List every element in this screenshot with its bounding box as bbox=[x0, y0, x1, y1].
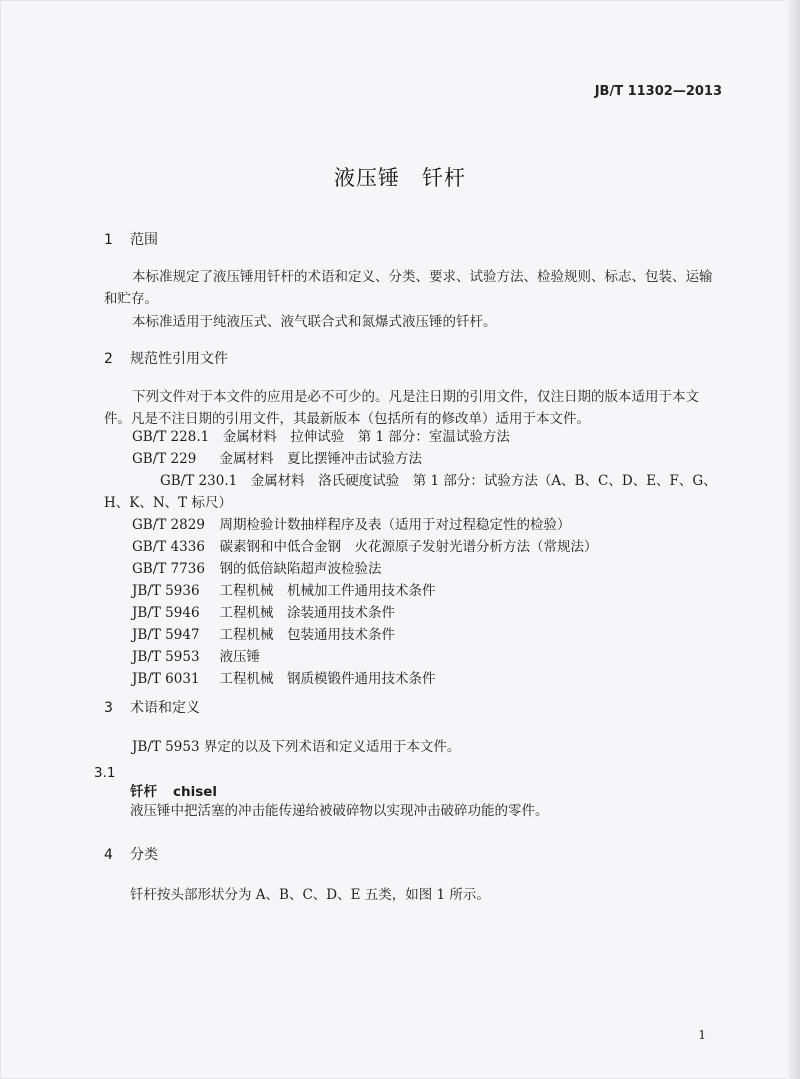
section-3-heading bbox=[104, 697, 200, 717]
reference-item bbox=[104, 602, 720, 624]
reference-title: 碳素钢和中低合金钢 火花源原子发射光谱分析方法（常规法） bbox=[219, 539, 598, 555]
document-title: 液压锤 钎杆 bbox=[334, 166, 466, 190]
standard-code: JB/T 11302—2013 bbox=[594, 84, 722, 99]
term-english: chisel bbox=[173, 784, 218, 800]
section-title: 术语和定义 bbox=[130, 700, 200, 716]
reference-code: JB/T 6031 bbox=[132, 671, 200, 687]
reference-item bbox=[104, 646, 720, 668]
section-3-paragraph-1: JB/T 5953 界定的以及下列术语和定义适用于本文件。 bbox=[132, 739, 461, 755]
reference-item bbox=[104, 448, 720, 470]
reference-code: JB/T 5946 bbox=[132, 605, 200, 621]
reference-code: GB/T 228.1 bbox=[132, 429, 210, 445]
reference-title: 工程机械 机械加工件通用技术条件 bbox=[219, 583, 436, 599]
section-4-paragraph-1: 钎杆按头部形状分为 A、B、C、D、E 五类，如图 1 所示。 bbox=[130, 887, 490, 903]
reference-title: 金属材料 拉伸试验 第 1 部分：室温试验方法 bbox=[222, 429, 510, 445]
reference-item bbox=[104, 426, 720, 448]
reference-title: 金属材料 夏比摆锤冲击试验方法 bbox=[219, 451, 422, 467]
reference-item bbox=[104, 470, 720, 514]
section-number: 2 bbox=[104, 351, 113, 367]
reference-title: 金属材料 洛氏硬度试验 第 1 部分：试验方法（A、B、C、D、E、F、G、H、K、N、T 标尺） bbox=[104, 473, 717, 511]
section-title: 范围 bbox=[130, 232, 158, 248]
reference-item bbox=[104, 580, 720, 602]
reference-code: JB/T 5953 bbox=[132, 649, 200, 665]
reference-code: GB/T 7736 bbox=[132, 561, 205, 577]
section-2-heading bbox=[104, 348, 228, 368]
reference-item bbox=[104, 624, 720, 646]
reference-code: JB/T 5936 bbox=[132, 583, 200, 599]
reference-title: 工程机械 钢质模锻件通用技术条件 bbox=[219, 671, 436, 687]
reference-item bbox=[104, 536, 720, 558]
term-definition: 液压锤中把活塞的冲击能传递给被破碎物以实现冲击破碎功能的零件。 bbox=[130, 803, 549, 819]
reference-title: 液压锤 bbox=[219, 649, 260, 665]
reference-title: 工程机械 涂装通用技术条件 bbox=[219, 605, 395, 621]
term-entry bbox=[130, 780, 217, 800]
reference-code: GB/T 2829 bbox=[132, 517, 205, 533]
section-1-heading bbox=[104, 229, 158, 249]
normative-reference-list bbox=[104, 426, 720, 690]
reference-code: GB/T 229 bbox=[132, 451, 197, 467]
reference-code: GB/T 230.1 bbox=[160, 473, 238, 489]
reference-title: 钢的低倍缺陷超声波检验法 bbox=[219, 561, 382, 577]
reference-item bbox=[104, 514, 720, 536]
section-title: 分类 bbox=[130, 847, 158, 863]
reference-item bbox=[104, 558, 720, 580]
reference-title: 工程机械 包装通用技术条件 bbox=[219, 627, 395, 643]
section-4-heading bbox=[104, 844, 158, 864]
section-1-paragraph-1: 本标准规定了液压锤用钎杆的术语和定义、分类、要求、试验方法、检验规则、标志、包装、运输和贮存。 bbox=[104, 269, 713, 307]
section-1-paragraph-2: 本标准适用于纯液压式、液气联合式和氮爆式液压锤的钎杆。 bbox=[132, 314, 497, 330]
reference-code: GB/T 4336 bbox=[132, 539, 205, 555]
page-number: 1 bbox=[698, 1028, 706, 1042]
reference-code: JB/T 5947 bbox=[132, 627, 200, 643]
section-number: 3 bbox=[104, 700, 113, 716]
section-number: 4 bbox=[104, 847, 113, 863]
section-2-paragraph-1: 下列文件对于本文件的应用是必不可少的。凡是注日期的引用文件，仅注日期的版本适用于本文件。凡是不注日期的引用文件，其最新版本（包括所有的修改单）适用于本文件。 bbox=[104, 389, 699, 427]
term-chinese: 钎杆 bbox=[130, 784, 157, 800]
reference-item bbox=[104, 668, 720, 690]
section-title: 规范性引用文件 bbox=[130, 351, 228, 367]
reference-title: 周期检验计数抽样程序及表（适用于对过程稳定性的检验） bbox=[219, 517, 571, 533]
section-number: 1 bbox=[104, 232, 113, 248]
term-number: 3.1 bbox=[94, 765, 116, 781]
